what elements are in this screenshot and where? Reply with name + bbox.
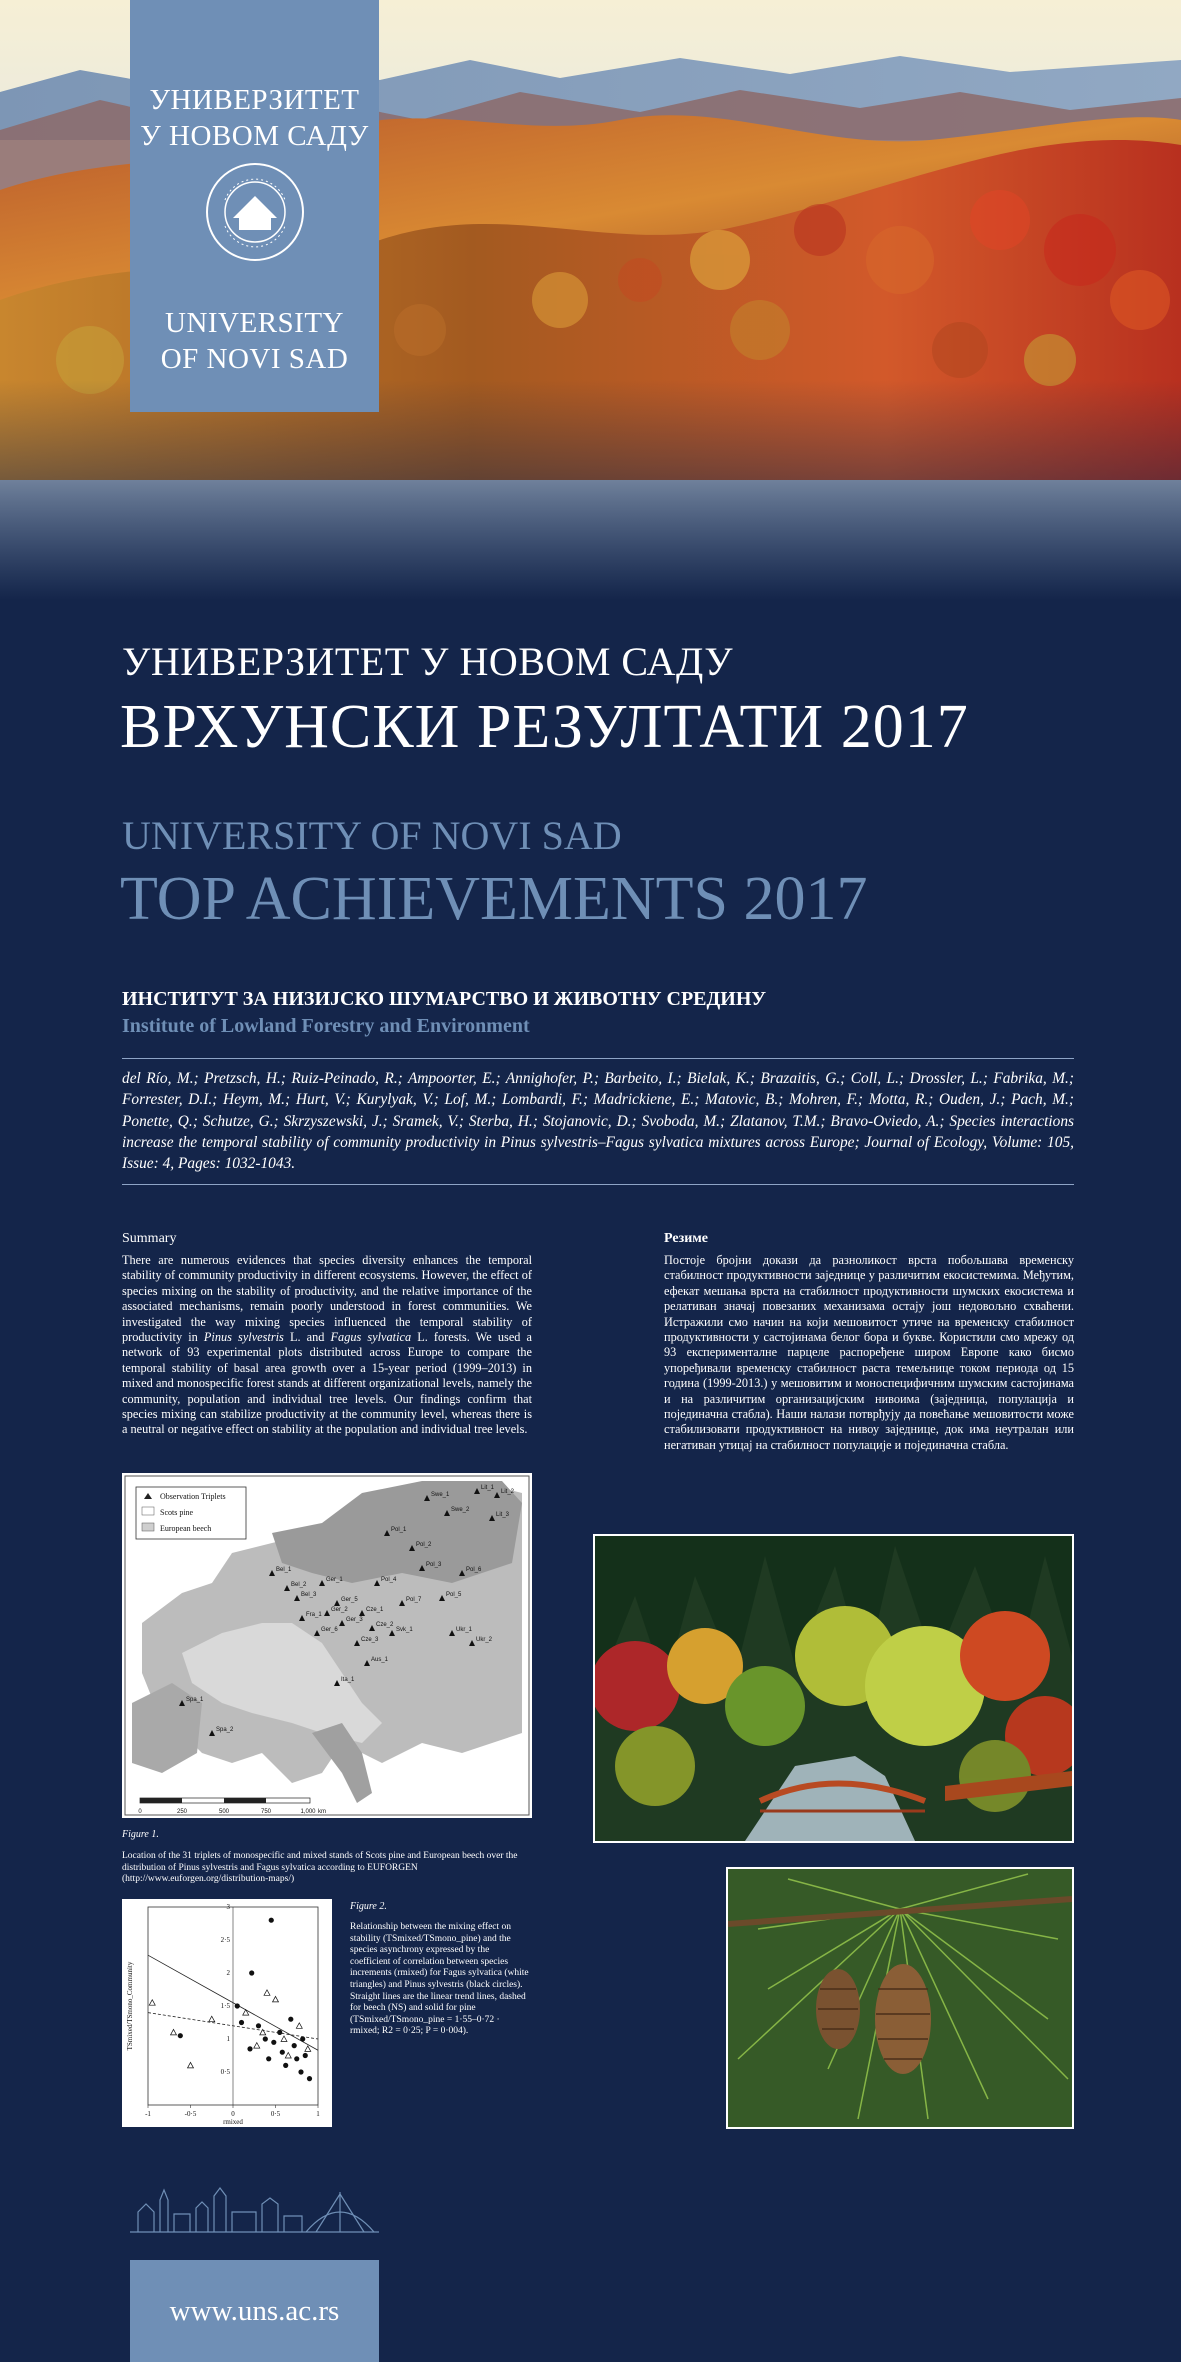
- pine-data-point: [249, 1970, 254, 1975]
- pine-data-point: [178, 2033, 183, 2038]
- site-label: Swe_2: [451, 1507, 470, 1513]
- heading-serbian: ВРХУНСКИ РЕЗУЛТАТИ 2017: [120, 693, 969, 761]
- divider: [122, 1184, 1074, 1185]
- site-label: Pol_6: [466, 1567, 482, 1573]
- x-tick-label: 1: [316, 2110, 320, 2118]
- figure1-caption: Location of the 31 triplets of monospecific and mixed stands of Scots pine and European beech over the distribution of Pinus sylvestris and Fagus sylvatica according to EUFORGEN (http://www.euforgen.org/distribution-maps/): [122, 1851, 518, 1884]
- scale-label: 1,000: [300, 1809, 316, 1815]
- x-tick-label: -0·5: [184, 2110, 197, 2118]
- site-label: Pol_2: [416, 1542, 432, 1548]
- site-label: Lit_2: [501, 1489, 515, 1495]
- institute-name-english: Institute of Lowland Forestry and Environment: [122, 1015, 530, 1037]
- pine-data-point: [271, 2040, 276, 2045]
- site-label: Aus_1: [371, 1657, 389, 1663]
- pine-data-point: [239, 2020, 244, 2025]
- site-label: Bel_3: [301, 1592, 317, 1598]
- site-label: Pol_3: [426, 1562, 442, 1568]
- pine-data-point: [280, 2050, 285, 2055]
- autumn-river-photo: [593, 1534, 1074, 1843]
- site-label: Ger_2: [331, 1607, 348, 1613]
- y-tick-label: 2: [226, 1969, 230, 1977]
- figure1-label: Figure 1.: [122, 1829, 159, 1840]
- scale-label: km: [318, 1809, 326, 1815]
- site-label: Fra_1: [306, 1612, 322, 1618]
- website-url[interactable]: www.uns.ac.rs: [130, 2260, 379, 2362]
- logo-name-english: UNIVERSITY OF NOVI SAD: [160, 307, 349, 375]
- pine-data-point: [307, 2076, 312, 2081]
- site-label: Ger_1: [326, 1577, 343, 1583]
- scale-label: 0: [138, 1809, 142, 1815]
- university-logo-panel: [130, 0, 379, 412]
- university-name-english: UNIVERSITY OF NOVI SAD: [122, 813, 622, 858]
- site-label: Ger_3: [346, 1617, 363, 1623]
- summary-heading: Summary: [122, 1231, 177, 1246]
- site-label: Lit_1: [481, 1485, 495, 1491]
- site-label: Bel_1: [276, 1567, 292, 1573]
- y-tick-label: 2·5: [220, 1936, 230, 1944]
- legend-label: Observation Triplets: [160, 1492, 226, 1501]
- figure2-caption: Relationship between the mixing effect on stability (TSmixed/TSmono_pine) and the species asynchrony expressed by the coefficient of correlation between species increments (rmixed) for Fagus sylvatica (white triangles) and Pinus sylvestris (black circles). Straight lines are the linear trend lines, dashed for beech (NS) and solid for pine (TSmixed/TSmono_pine = 1·55–0·72 · rmixed; R2 = 0·25; P = 0·004).: [350, 1922, 529, 2037]
- site-label: Bel_2: [291, 1582, 307, 1588]
- x-tick-label: -1: [145, 2110, 151, 2118]
- x-tick-label: 0: [231, 2110, 235, 2118]
- europe-map-figure: [122, 1473, 532, 1818]
- pine-data-point: [288, 2017, 293, 2022]
- scale-label: 250: [176, 1809, 188, 1815]
- city-skyline-illustration: [130, 2182, 379, 2234]
- university-seal-icon: [203, 160, 307, 264]
- site-label: Pol_7: [406, 1597, 422, 1603]
- scatter-plot-figure: [122, 1899, 332, 2127]
- y-tick-label: 1: [226, 2035, 230, 2043]
- site-label: Cze_2: [376, 1622, 394, 1628]
- y-axis-label: TSmixed/TSmono_Community: [126, 1961, 134, 2051]
- y-tick-label: 3: [226, 1903, 230, 1911]
- x-tick-label: 0·5: [270, 2110, 281, 2118]
- pine-data-point: [298, 2069, 303, 2074]
- site-label: Pol_1: [391, 1527, 407, 1533]
- y-tick-label: 1·5: [220, 2002, 230, 2010]
- rezime-text: Постоје бројни докази да разноликост врста побољшава временску стабилност продуктивности заједнице у различитим екосистемима. Међутим, ефекат мешања врста на стабилност продуктивности шумских екосистема и релативан значај повезаних механизама остају још недовољно схваћени. Истражили смо начин на који мешовитост утиче на временску стабилност продуктивности у састојинама белог бора и букве. Користили смо мрежу од 93 експерименталне парцеле распоређене широм Европе како бисмо упоређивали временску стабилност раста темељнице током периода од 15 година (1999-2013.) у мешовитим и моноспецифичним шумским састојинама и на различитим организацијским нивоима (заједница, популација и појединачна стабла). Наши налази потврђују да повећање мешовитости може стабилизовати продуктивност на нивоу заједнице, док има неутралан или негативан утицај на стабилност популације и појединачна стабла.: [664, 1253, 1074, 1452]
- site-label: Ukr_2: [476, 1637, 493, 1643]
- figure2-label: Figure 2.: [350, 1901, 387, 1912]
- site-label: Ger_5: [341, 1597, 358, 1603]
- legend-label: Scots pine: [160, 1508, 194, 1517]
- university-name-serbian: УНИВЕРЗИТЕТ У НОВОМ САДУ: [122, 639, 734, 684]
- pine-data-point: [266, 2056, 271, 2061]
- legend-label: European beech: [160, 1524, 212, 1533]
- site-label: Ita_1: [341, 1677, 355, 1683]
- rezime-heading: Резиме: [664, 1231, 709, 1246]
- scale-label: 500: [218, 1809, 230, 1815]
- pine-data-point: [303, 2053, 308, 2058]
- site-label: Svk_1: [396, 1627, 413, 1633]
- site-label: Ger_6: [321, 1627, 338, 1633]
- scale-label: 750: [260, 1809, 272, 1815]
- site-label: Pol_4: [381, 1577, 397, 1583]
- pine-cones-photo: [726, 1867, 1074, 2129]
- pine-data-point: [283, 2063, 288, 2068]
- site-label: Spa_2: [216, 1727, 234, 1733]
- pine-data-point: [247, 2046, 252, 2051]
- pine-data-point: [263, 2036, 268, 2041]
- institute-name-serbian: ИНСТИТУТ ЗА НИЗИЈСКО ШУМАРСТВО И ЖИВОТНУ СРЕДИНУ: [122, 988, 767, 1010]
- y-tick-label: 0·5: [220, 2068, 230, 2076]
- pine-data-point: [269, 1918, 274, 1923]
- divider: [122, 1058, 1074, 1059]
- pine-data-point: [235, 2003, 240, 2008]
- site-label: Spa_1: [186, 1697, 204, 1703]
- logo-name-serbian: УНИВЕРЗИТЕТ У НОВОМ САДУ: [140, 84, 369, 152]
- site-label: Pol_5: [446, 1592, 462, 1598]
- heading-english: TOP ACHIEVEMENTS 2017: [120, 865, 868, 933]
- site-label: Swe_1: [431, 1492, 450, 1498]
- site-label: Cze_1: [366, 1607, 384, 1613]
- site-label: Ukr_1: [456, 1627, 473, 1633]
- site-label: Lit_3: [496, 1512, 510, 1518]
- site-label: Cze_3: [361, 1637, 379, 1643]
- publication-citation: del Río, M.; Pretzsch, H.; Ruiz-Peinado, R.; Ampoorter, E.; Annighofer, P.; Barbeito, I.; Bielak, K.; Brazaitis, G.; Coll, L.; Drossler, L.; Fabrika, M.; Forrester, D.I.; Heym, M.; Hurt, V.; Kurylyak, V.; Lof, M.; Lombardi, F.; Madrickiene, E.; Matovic, B.; Mohren, F.; Motta, R.; Ouden, J.; Pach, M.; Ponette, Q.; Schutze, G.; Skrzyszewski, J.; Sramek, V.; Sterba, H.; Stojanovic, D.; Svoboda, M.; Zlatanov, T.M.; Bravo-Oviedo, A.; Species interactions increase the temporal stability of community productivity in Pinus sylvestris–Fagus sylvatica mixtures across Europe; Journal of Ecology, Volume: 105, Issue: 4, Pages: 1032-1043.: [122, 1070, 1074, 1173]
- pine-data-point: [300, 2036, 305, 2041]
- pine-data-point: [256, 2023, 261, 2028]
- summary-text: There are numerous evidences that species diversity enhances the temporal stability of community productivity in different ecosystems. However, the effect of species mixing on the stability of productivity, and the relative importance of the associated mechanisms, remain poorly understood in forest communities. We investigated the way mixing species influenced the temporal stability of productivity in Pinus sylvestris L. and Fagus sylvatica L. forests. We used a network of 93 experimental plots distributed across Europe to compare the temporal stability of basal area growth over a 15-year period (1999–2013) in mixed and monospecific forest stands at different organizational levels, namely the community, population and individual tree levels. Our findings confirm that species mixing can stabilize productivity at the community level, whereas there is a neutral or negative effect on stability at the population and individual tree levels.: [122, 1253, 533, 1437]
- x-axis-label: rmixed: [223, 2118, 243, 2126]
- pine-data-point: [292, 2043, 297, 2048]
- pine-data-point: [294, 2056, 299, 2061]
